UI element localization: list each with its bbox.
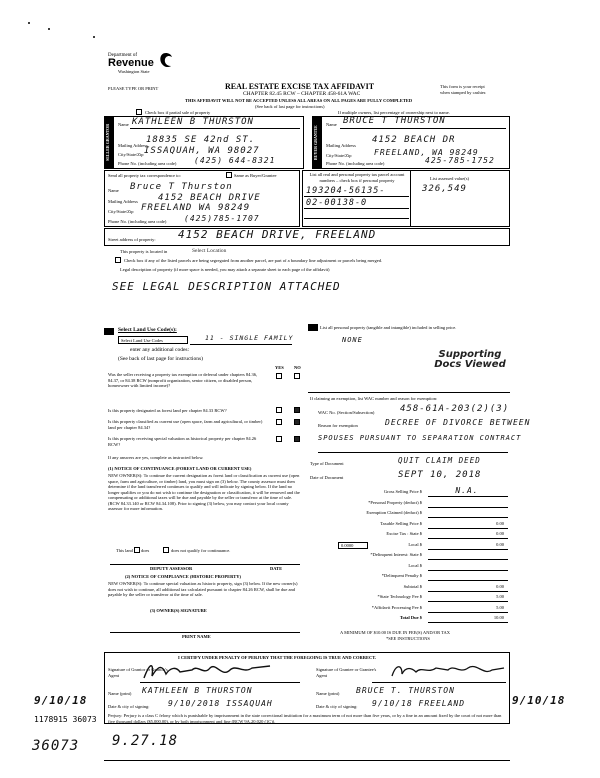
tax-row-label: Local $: [408, 562, 422, 568]
land-use-marker: [104, 328, 114, 335]
grantee-date-label: Date & city of signing:: [316, 704, 358, 709]
right-divider: [308, 392, 510, 393]
margin-date-left: 9/10/18: [34, 694, 88, 707]
tax-row-value[interactable]: 5.00: [496, 594, 504, 599]
seller-mailing-label: Mailing Address: [118, 143, 148, 148]
buyer-name[interactable]: BRUCE T THURSTON: [343, 116, 446, 126]
legal-description[interactable]: SEE LEGAL DESCRIPTION ATTACHED: [112, 280, 341, 293]
speck: [93, 36, 95, 38]
speck: [28, 22, 30, 24]
tax-name-label: Name: [108, 188, 119, 193]
tax-row-line: [428, 612, 508, 613]
form-chapter: CHAPTER 82.45 RCW – CHAPTER 458-61A WAC: [243, 91, 361, 97]
doc-date-label: Date of Document: [310, 475, 344, 480]
land-use-label: Select Land Use Code(s):: [118, 327, 177, 333]
tax-name[interactable]: Bruce T Thurston: [130, 182, 233, 192]
tax-row-label: *State Technology Fee $: [377, 594, 422, 599]
legal-label: Legal description of property (if more space is needed, you may attach a separate sheet to each page of the affidavit): [120, 267, 330, 272]
buyer-city[interactable]: FREELAND, WA 98249: [374, 148, 479, 157]
street-label: Street address of property:: [108, 237, 156, 242]
tax-row-line: [428, 580, 508, 581]
parcel-divider: [410, 171, 411, 226]
perjury-note: Perjury: Perjury is a class C felony which is punishable by imprisonment in the state correctional institution for a maximum term of not more than five years, or by a fine in an amount fixed by the court of not more than five thousand dollars ($5,000.00), or by both imprisonment and fine (RCW 9A.20.020 (1C)).: [108, 713, 502, 724]
deputy-line: [110, 564, 300, 565]
dor-emblem-icon: [158, 52, 174, 70]
margin-receipt-date: 9.27.18: [112, 733, 179, 749]
question-3: Is this property classified as current use (open space, farm and agricultural, or timber) land per chapter 84.34?: [108, 419, 263, 430]
land-use-code[interactable]: 11 - SINGLE FAMILY: [205, 334, 294, 342]
grantor-name-label: Name (print): [108, 691, 132, 696]
does-not-checkbox[interactable]: [163, 547, 169, 553]
wac-value[interactable]: 458-61A-203(2)(3): [400, 404, 510, 414]
margin-date-right: 9/10/18: [512, 694, 566, 707]
tax-row-line: [428, 549, 508, 550]
stamp-line-1: Supporting: [438, 349, 502, 360]
tax-row-label: Excise Tax : State $: [386, 531, 422, 536]
form-title: REAL ESTATE EXCISE TAX AFFIDAVIT: [225, 82, 375, 91]
minimum-due-note: A MINIMUM OF $10.00 IS DUE IN FEE(S) AND/OR TAX: [340, 630, 451, 635]
doc-date-value[interactable]: SEPT 10, 2018: [398, 470, 482, 480]
segregated-checkbox[interactable]: [115, 257, 121, 263]
tax-row-value[interactable]: N.A.: [455, 486, 479, 495]
tax-row-line: [428, 570, 508, 571]
tax-row-value[interactable]: 0.00: [496, 520, 504, 526]
tax-row-label: *Delinquent Interest: State $: [370, 552, 422, 557]
tax-row-line: [428, 517, 508, 518]
tax-row-label: Total Due $: [399, 615, 422, 620]
please-type: PLEASE TYPE OR PRINT: [108, 86, 159, 91]
personal-property-label: List all personal property (tangible and intangible) included in selling price.: [320, 325, 457, 330]
any-yes-note: If any answers are yes, complete as instructed below.: [108, 455, 204, 460]
tax-row-label: *Affidavit Processing Fee $: [371, 604, 422, 610]
buyer-tab: BUYER GRANTEE: [313, 117, 322, 168]
notice-continuance-title: (1) NOTICE OF CONTINUANCE (FOREST LAND OR CURRENT USE): [108, 466, 252, 471]
margin-small-number: 1178915 36073: [34, 715, 97, 724]
historic-title: (2) NOTICE OF COMPLIANCE (HISTORIC PROPERTY): [125, 574, 241, 579]
grantor-sig-line: [140, 682, 300, 683]
grantor-date-label: Date & city of signing:: [108, 704, 150, 709]
q1-no-checkbox[interactable]: [294, 373, 300, 379]
this-land-label: This land: [116, 548, 133, 553]
tax-row-value[interactable]: 0.00: [496, 531, 504, 536]
stamp-line-2: Docs Viewed: [434, 359, 506, 370]
parcel-header: List all real and personal property tax parcel account numbers – check box if personal property: [309, 172, 405, 183]
margin-receipt: 36073: [32, 738, 80, 754]
partial-sale-checkbox[interactable]: [136, 109, 142, 115]
grantee-date-city[interactable]: 9/10/18 FREELAND: [372, 699, 466, 708]
tax-phone-label: Phone No. (including area code): [108, 219, 167, 224]
buyer-mailing-label: Mailing Address: [326, 143, 356, 148]
grantee-signature[interactable]: [388, 660, 508, 680]
q2-yes-checkbox[interactable]: [276, 407, 282, 413]
tax-row-label: Subtotal $: [403, 583, 422, 589]
bottom-rule: [104, 760, 510, 761]
does-label: does: [141, 548, 150, 553]
buyer-city-label: City/State/Zip: [326, 153, 352, 158]
tax-row-label: *Personal Property (deduct) $: [368, 499, 422, 505]
tax-mailing[interactable]: 4152 BEACH DRIVE: [158, 193, 261, 203]
tax-row-line: [428, 507, 508, 508]
notice-continuance-body: NEW OWNER(S): To continue the current designation as forest land or classification as current use (open space, farm and agriculture, or timber) land, you must sign on (3) below. The county assessor must then determine if the land transferred continues to qualify and will indicate by signing below. If the land no longer qualifies or you do not wish to continue the designation or classification, it will be removed and the compensating or additional taxes will be due and payable by the seller or transferor at the time of sale. (RCW 84.33.140 or RCW 84.34.108). Prior to signing (3) below, you may contact your local county assessor for more information.: [108, 473, 300, 511]
grantor-name-print[interactable]: KATHLEEN B THURSTON: [142, 686, 253, 695]
additional-codes: enter any additional codes:: [130, 347, 190, 353]
owner-signature-label: (3) OWNER(S) SIGNATURE: [150, 608, 207, 613]
deputy-label: DEPUTY ASSESSOR: [150, 566, 193, 571]
tax-row-value[interactable]: 10.00: [493, 615, 504, 620]
tax-row-line: [428, 496, 508, 497]
seller-mailing[interactable]: 18835 SE 42nd ST.: [146, 135, 256, 145]
historic-body: NEW OWNER(S): To continue special valuation as historic property, sign (3) below. If the new owner(s) does not wish to continue, all additional tax calculated pursuant to chapter 84.26 RCW, shall be due and payable by the seller or transferor at the time of sale.: [108, 581, 298, 597]
dor-logo-line3: Washington State: [118, 69, 150, 74]
street-address[interactable]: 4152 BEACH DRIVE, FREELAND: [178, 228, 377, 241]
grantee-sig-label: Signature of Grantee or Grantee's Agent: [316, 667, 377, 678]
grantor-signature[interactable]: [140, 660, 280, 682]
grantee-name-print[interactable]: BRUCE T. THURSTON: [356, 686, 455, 695]
buyer-name-label: Name: [326, 122, 337, 127]
question-2: Is this property designated as forest land per chapter 84.33 RCW?: [108, 408, 227, 413]
print-name-label: PRINT NAME: [182, 634, 211, 639]
doc-type-label: Type of Document: [310, 461, 344, 466]
reason-line-2[interactable]: SPOUSES PURSUANT TO SEPARATION CONTRACT: [318, 434, 522, 442]
reason-line-3: [318, 452, 508, 453]
q3-yes-checkbox[interactable]: [276, 419, 282, 425]
partial-sale-label: Check box if partial sale of property: [145, 110, 211, 115]
buyer-phone[interactable]: 425-785-1752: [425, 156, 495, 165]
same-as-buyer-checkbox[interactable]: [226, 172, 232, 178]
wac-label: WAC No. (Section/Subsection): [318, 410, 375, 415]
yes-header: YES: [275, 365, 284, 370]
q4-yes-checkbox[interactable]: [276, 436, 282, 442]
seller-tab: SELLER GRANTOR: [105, 117, 114, 168]
buyer-mailing[interactable]: 4152 BEACH DR: [372, 135, 456, 145]
reason-label: Reason for exemption: [318, 423, 358, 428]
tax-row-value[interactable]: 5.00: [496, 604, 504, 610]
parcel-line-3: [304, 218, 409, 219]
tax-row-label: Gross Selling Price $: [383, 489, 422, 494]
dor-logo-line2: Revenue: [108, 57, 154, 69]
seller-phone-label: Phone No. (including area code): [118, 161, 177, 166]
q1-yes-checkbox[interactable]: [276, 373, 282, 379]
tax-phone[interactable]: (425)785-1707: [184, 214, 260, 223]
located-label: This property is located in: [120, 249, 168, 254]
tax-row-label: Taxable Selling Price $: [380, 520, 422, 526]
does-not-label: does not qualify for continuance.: [171, 548, 231, 553]
grantee-name-label: Name (print): [316, 691, 340, 696]
seller-name-line: [130, 128, 300, 129]
multiple-owners-note: If multiple owners, list percentage of ownership next to name.: [338, 110, 450, 115]
doc-type-value[interactable]: QUIT CLAIM DEED: [398, 456, 481, 465]
receipt-note-1: This form is your receipt: [440, 84, 485, 89]
supporting-docs-stamp: [430, 350, 510, 370]
see-instructions: (See back of last page for instructions): [255, 104, 325, 109]
parcel-line-1: [304, 196, 409, 197]
tax-row-value[interactable]: 0.00: [496, 583, 504, 589]
seller-name-label: Name: [118, 122, 129, 127]
tax-row-line: [428, 591, 508, 592]
tax-row-value[interactable]: 0.00: [496, 541, 504, 547]
tax-row-label: *Delinquent Penalty $: [381, 573, 422, 578]
land-use-select[interactable]: [118, 336, 188, 344]
question-1: Was the seller receiving a property tax exemption or deferral under chapters 84.36, 84.37, or 84.38 RCW (nonprofit organization, senior citizen, or disabled person, homeowner with limited income)?: [108, 372, 258, 388]
personal-property-value[interactable]: NONE: [342, 336, 363, 344]
does-checkbox[interactable]: [134, 547, 140, 553]
dor-logo: [108, 52, 178, 82]
assessed-value[interactable]: 326,549: [422, 184, 467, 194]
grantor-date-city[interactable]: 9/10/2018 ISSAQUAH: [168, 699, 273, 708]
seller-phone[interactable]: (425) 644-8321: [194, 156, 276, 165]
tax-row-line: [428, 601, 508, 602]
seller-city[interactable]: ISSAQUAH, WA 98027: [144, 146, 260, 156]
receipt-note-2: when stamped by cashier.: [440, 90, 487, 95]
tax-mailing-label: Mailing Address: [108, 199, 138, 204]
tax-row-line: [428, 528, 508, 529]
question-4: Is this property receiving special valuation as historical property per chapter 84.26 RCW?: [108, 436, 257, 447]
tax-city-label: City/State/Zip: [108, 209, 134, 214]
tax-row-label: Exemption Claimed (deduct) $: [366, 510, 422, 515]
personal-property-marker: [308, 324, 318, 331]
buyer-phone-label: Phone No. (including area code): [326, 161, 385, 166]
parcel-line-2: [304, 208, 409, 209]
form-warning: THIS AFFIDAVIT WILL NOT BE ACCEPTED UNLESS ALL AREAS ON ALL PAGES ARE FULLY COMPLETED: [185, 98, 413, 103]
state-rate-box[interactable]: 0.0000: [338, 542, 368, 550]
tax-row-line: [428, 622, 508, 623]
tax-correspondence-label: Send all property tax correspondence to:: [108, 173, 181, 178]
q4-no-checkbox[interactable]: [294, 436, 300, 442]
speck: [48, 28, 50, 30]
tax-row-line: [428, 538, 508, 539]
grantee-sig-line: [372, 682, 506, 683]
q3-no-checkbox[interactable]: [294, 419, 300, 425]
same-as-buyer-label: Same as Buyer/Grantee: [234, 173, 277, 178]
exemption-claim-label: If claiming an exemption, list WAC number and reason for exemption:: [310, 396, 438, 401]
print-name-line: [110, 632, 300, 633]
segregated-label: Check box if any of the listed parcels are being segregated from another parcel, are part of a boundary line adjustment or parcels being merged.: [124, 258, 383, 263]
deputy-date-label: DATE: [270, 566, 283, 571]
q2-no-checkbox[interactable]: [294, 407, 300, 413]
dor-logo-line1: Department of: [108, 53, 138, 58]
buyer-name-line: [340, 128, 506, 129]
land-use-code-line: [190, 344, 292, 345]
grantor-sig-label: Signature of Grantor or Grantor's Agent: [108, 667, 168, 678]
assessed-header: List assessed value(s): [430, 176, 469, 181]
land-use-select-text: Select Land Use Codes: [121, 338, 163, 343]
land-use-see-back: (See back of last page for instructions): [118, 356, 203, 362]
seller-city-label: City/State/Zip: [118, 152, 144, 157]
parcel-number-2[interactable]: 02-00138-0: [306, 198, 368, 208]
reason-line-1[interactable]: DECREE OF DIVORCE BETWEEN: [385, 418, 531, 427]
parcel-number-1[interactable]: 193204-56135-: [306, 186, 386, 196]
tax-row-label: Local $: [408, 541, 422, 547]
seller-name[interactable]: KATHLEEN B THURSTON: [132, 117, 254, 127]
see-instructions-note: *SEE INSTRUCTIONS: [386, 636, 430, 641]
tax-row-line: [428, 559, 508, 560]
tax-city[interactable]: FREELAND WA 98249: [141, 203, 251, 213]
certify-statement: I CERTIFY UNDER PENALTY OF PERJURY THAT THE FOREGOING IS TRUE AND CORRECT.: [178, 655, 377, 660]
located-select[interactable]: Select Location: [192, 248, 227, 254]
no-header: NO: [294, 365, 301, 370]
